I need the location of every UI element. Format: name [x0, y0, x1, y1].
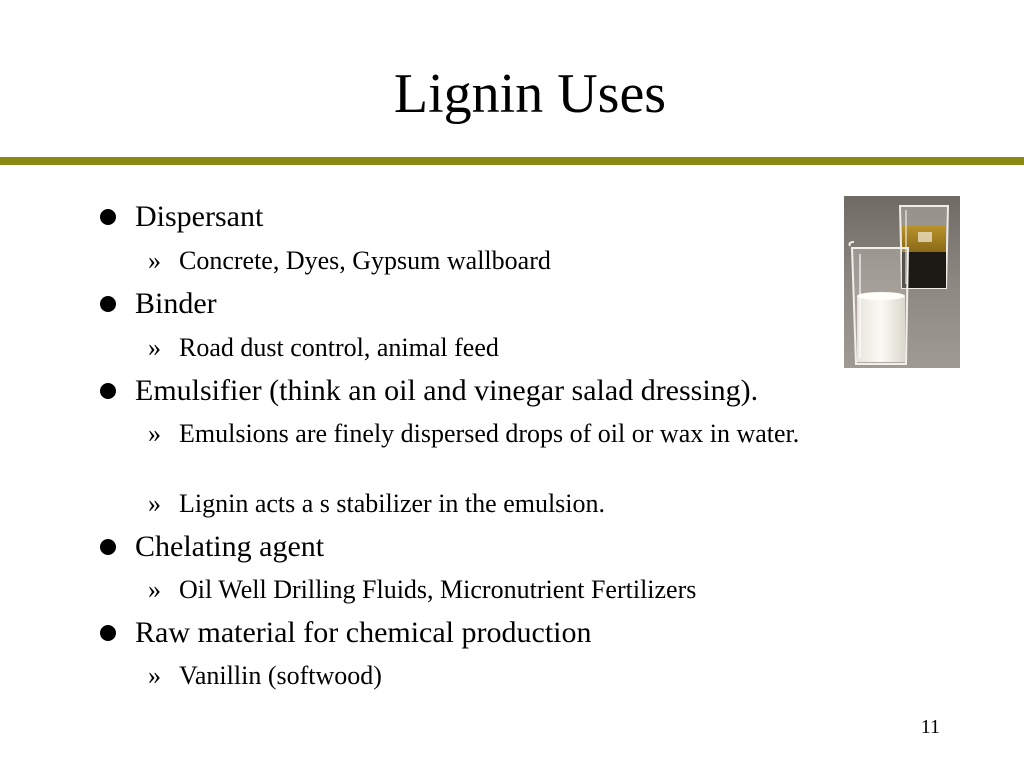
- sub-item-text: Emulsions are finely dispersed drops of oil or wax in water.: [179, 419, 800, 448]
- page-number: 11: [920, 716, 940, 738]
- sub-bullet-icon: »: [148, 333, 161, 362]
- sub-item-text: Oil Well Drilling Fluids, Micronutrient Fertilizers: [179, 575, 697, 604]
- bullet-dot-icon: [100, 625, 116, 641]
- bullet-dot-icon: [100, 209, 116, 225]
- list-item-text: Dispersant: [135, 200, 264, 233]
- list-item-text: Chelating agent: [135, 530, 325, 563]
- sub-bullet-icon: »: [148, 489, 161, 518]
- bullet-dot-icon: [100, 383, 116, 399]
- sub-item-text: Concrete, Dyes, Gypsum wallboard: [179, 246, 551, 275]
- slide-title: Lignin Uses: [393, 63, 667, 125]
- sub-item-text: Vanillin (softwood): [179, 661, 382, 690]
- sub-bullet-icon: »: [148, 419, 161, 448]
- sub-item-text: Lignin acts a s stabilizer in the emulsion.: [179, 489, 606, 518]
- list-item-text: Raw material for chemical production: [135, 616, 592, 649]
- sub-bullet-icon: »: [148, 246, 161, 275]
- bullet-dot-icon: [100, 296, 116, 312]
- sub-bullet-icon: »: [148, 575, 161, 604]
- title-divider: [0, 157, 1024, 165]
- beakers-photo: [844, 196, 960, 368]
- list-item-text: Emulsifier (think an oil and vinegar salad dressing).: [135, 374, 759, 407]
- bullet-dot-icon: [100, 539, 116, 555]
- sub-item-text: Road dust control, animal feed: [179, 333, 499, 362]
- sub-bullet-icon: »: [148, 661, 161, 690]
- list-item-text: Binder: [135, 287, 217, 320]
